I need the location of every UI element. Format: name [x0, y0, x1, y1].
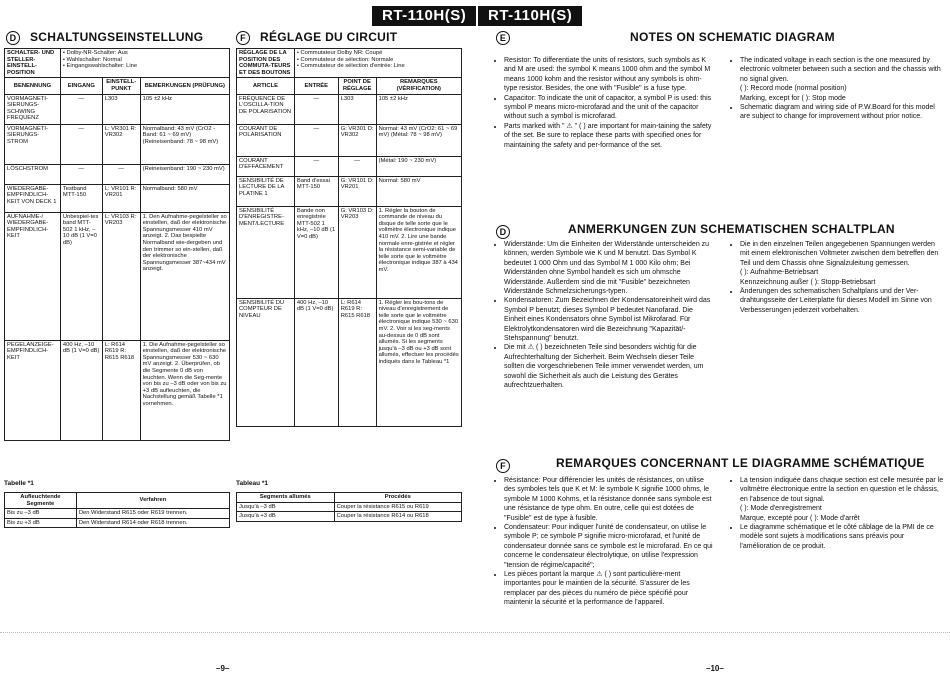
switch-position-values: • Dolby-NR-Schalter: Aus • Wahlschalter: Normal • Eingangswahlschalter: Line	[60, 49, 229, 78]
list-item: • Die mit ⚠ ( ) bezeichneten Teile sind besonders wichtig für die Aufrechterhaltung der Sicherheit. Beim Wechseln dieser Teile sollten die vorgeschriebenen Teile immer verwendet werden, um sowohl die Sicherheit als auch die Leistung des Gerätes aufrechtzuerhalten.	[504, 343, 714, 390]
english-notes-title: NOTES ON SCHEMATIC DIAGRAM	[630, 30, 835, 44]
table-row: COURANT D'EFFACEMENT — — (Métal: 190 ~ 230 mV)	[237, 156, 462, 176]
german-settings-table	[4, 48, 230, 441]
list-item: ( ): Mode d'enregistrement	[740, 505, 822, 513]
list-item: • Le diagramme schématique et le côté câblage de la PMI de ce modèle sont sujets à modifications sans préavis pour l'amélioration de ce produit.	[740, 523, 946, 551]
table1-caption: Tableau *1	[236, 480, 269, 487]
list-item: • Kondensatoren: Zum Bezeichnen der Kondensatoreinheit wird das Symbol P benutzt; dieses Symbol P bedeutet Nanofarad. Die Einheit eines Kondensators ohne Symbol ist Mikrofarad. Für Elektrolytkondensatoren wird die Bezeichnung "Kapazität/-Stehspannung" benutzt.	[504, 296, 714, 343]
french-notes-left	[494, 476, 714, 608]
german-settings-heading	[6, 30, 203, 45]
model-label-right: RT-110H(S)	[478, 6, 582, 26]
table1-caption: Tabelle *1	[4, 480, 34, 487]
list-item: • Résistance: Pour différencier les unités de résistances, on utilise des symboles tels que K et M: le symbole K signifie 1000 ohms, le symbole M 1000 Kohms, et la résistance donnée sans symbole est une résistance de type ohm. En outre, celle qui est dotées de "Fusible" est de type à fusible.	[504, 476, 714, 523]
table-row: VORMAGNETI-SIERUNGS-SCHWING FREQUENZ — L303 105 ±2 kHz	[5, 94, 230, 124]
table-row: Bis zu +3 dB Den Widerstand R614 oder R618 trennen.	[5, 518, 230, 528]
table-row: SENSIBILITÉ DU COMPTEUR DE NIVEAU 400 Hz, –10 dB (1 V=0 dB) L: R614 R619 R: R615 R618 1. Régler les bou-tons de niveau d'enregistrement de telle sorte que le voltmètre électronique indique 530 ~ 630 mV. 2. Voir si les seg-ments au-dessus de 0 dB sont allumés. Si les segments jusqu'à –3 dB ou +3 dB sont allumés, effectuer les procédés indiqués dans le Tableau *1	[237, 298, 462, 426]
page-number-right: –10–	[706, 664, 724, 673]
german-table1: Aufleuchtende Segmente Verfahren Bis zu –3 dB Den Widerstand R615 oder R619 trennen. Bis zu +3 dB Den Widerstand R614 oder R618 trennen.	[4, 492, 230, 528]
german-notes-right	[730, 240, 946, 315]
german-notes-title: ANMERKUNGEN ZUN SCHEMATISCHEN SCHALTPLAN	[568, 222, 895, 236]
list-item: • Die in den einzelnen Teilen angegebenen Spannungen werden mit einem elektronischen Voltmeter zwischen dem betreffen den Teil und dem Chassis ohne Signalzuleitung gemessen.	[740, 240, 946, 268]
list-item: • Widerstände: Um die Einheiten der Widerstände unterscheiden zu können, werden Symbole wie K und M benutzt. Das Symbol K bedeutet 1 000 Ohm und das Symbol M 1 000 Kilo ohm; Bei Widerständen ohne Symbol handelt es sich um ohmsche Widerstände. Außerdem sind die mit "Fusible" bezeichneten Widerstände Schmelzsicherungs-typen.	[504, 240, 714, 296]
model-label-left: RT-110H(S)	[372, 6, 476, 26]
section-title: SCHALTUNGSEINSTELLUNG	[30, 30, 204, 44]
table-row: AUFNAHME-/ WIEDERGABE-EMPFINDLICH-KEIT Unbespiel-tes band MTT-502 1 kHz, –10 dB (1 V=0 dB) L: VR103 R: VR203 1. Den Aufnahme-pegelsteller so einstellen, daß der elektronische Spannungsmesser 410 mV anzeigt. 2. Das bespielte Normalband wie-dergeben und den trimmer so ein-stellen, daß der elektronische Spannungsmesser 387~434 mV anzeigt.	[5, 212, 230, 340]
list-item: • Les pièces portant la marque ⚠ ( ) sont particulière-ment importantes pour le maintien de la sécurité. S'assurer de les remplacer par des pièces du numéro de pièce spécifié pour maintenir la sécurité et la performance de l'appareil.	[504, 570, 714, 608]
french-notes-title: REMARQUES CONCERNANT LE DIAGRAMME SCHÉMATIQUE	[556, 456, 925, 470]
list-item: • Capacitor: To indicate the unit of capacitor, a symbol P is used: this symbol P means micro-microfarad and the unit of the capacitor without such a symbol is microfarad.	[504, 94, 714, 122]
list-item: Marque, excepté pour ( ): Mode d'arrêt	[740, 514, 860, 522]
table-header-row: ARTICLE ENTRÉE POINT DE RÉGLAGE REMARQUES (VÉRIFICATION)	[237, 78, 462, 94]
switch-position-values: • Commutateur Dolby NR: Coupé • Commutateur de sélection: Normale • Commutateur de sélection d'entrée: Line	[294, 49, 461, 78]
table-row: SENSIBILITÉ DE LECTURE DE LA PLATINE 1 Band d'essai MTT-150 G: VR101 D: VR201 Normal: 580 mV	[237, 176, 462, 206]
table-row: SENSIBILITÉ D'ENREGISTRE-MENT/LECTURE Bande non enregistrée MTT-502 1 kHz, –10 dB (1 V=0 dB) G: VR103 D: VR203 1. Régler la bouton de commande de niveau du disque de telle sorte que le voltmètre électronique indique 410 mV. 2. Lire une bande normale enre-gistrée et régler la résistance semi-variable de telle sorte que le voltmètre électronique indique 387 à 434 mV.	[237, 206, 462, 298]
table-row: FRÉQUENCE DE L'OSCILLA-TION DE POLARISATION — L303 105 ±2 kHz	[237, 94, 462, 124]
french-table1: Segments allumés Procédés Jusqu'à –3 dB Couper la résistance R615 ou R619 Jusqu'à +3 dB Couper la résistance R614 ou R618	[236, 492, 462, 522]
french-settings-table	[236, 48, 462, 427]
list-item: • The indicated voltage in each section is the one measured by electronic voltmeter between such a section and the chassis with no signal given.	[740, 56, 946, 84]
table-row: COURANT DE POLARISATION — G: VR301 D: VR302 Normal: 43 mV (CrO2: 61 ~ 69 mV) (Métal: 78 ~ 98 mV)	[237, 124, 462, 156]
french-notes-right	[730, 476, 946, 551]
section-letter-badge: D	[6, 31, 20, 45]
english-notes-badge: E	[496, 30, 520, 45]
list-item: ( ): Record mode (normal position)	[740, 85, 847, 93]
table-row: Jusqu'à –3 dB Couper la résistance R615 ou R619	[237, 502, 462, 512]
list-item: • Parts marked with " ⚠ " ( ) are important for main-taining the safety of the set. Be sure to replace these parts with specified ones for maintaining the safety and per-formance of the set.	[504, 122, 714, 150]
english-notes-right	[730, 56, 946, 122]
list-item: • La tension indiquée dans chaque section est celle mesurée par le voltmètre électronique entre la section en question et le châssis, en l'absence de tout signal.	[740, 476, 946, 504]
list-item: Kennzeichnung außer ( ): Stopp-Betriebsart	[740, 278, 876, 286]
table-row: Bis zu –3 dB Den Widerstand R615 oder R619 trennen.	[5, 509, 230, 519]
english-notes-left	[494, 56, 714, 150]
table-row: Jusqu'à +3 dB Couper la résistance R614 ou R618	[237, 512, 462, 522]
table-row: VORMAGNETI-SIERUNGS-STROM — L: VR301 R: VR302 Normalband: 43 mV (CrO2 -Band: 61 ~ 69 mV) (Reineisenband: 78 ~ 98 mV)	[5, 124, 230, 164]
switch-position-label: SCHALTER- UND STELLER-EINSTELL-POSITION	[5, 49, 61, 78]
french-settings-heading	[236, 30, 397, 45]
list-item: Marking, except for ( ): Stop mode	[740, 94, 846, 102]
switch-position-label: RÉGLAGE DE LA POSITION DES COMMUTA-TEURS ET DES BOUTONS	[237, 49, 295, 78]
list-item: • Schematic diagram and wiring side of P.W.Board for this model are subject to change for improvement without prior notice.	[740, 103, 946, 122]
section-title: RÉGLAGE DU CIRCUIT	[260, 30, 398, 44]
table-row: WIEDERGABE-EMPFINDLICH-KEIT VON DECK 1 Testband MTT-150 L: VR101 R: VR201 Normalband: 580 mV	[5, 184, 230, 212]
german-notes-left	[494, 240, 714, 391]
list-item: • Änderungen des schematischen Schaltplans und der Ver-drahtungsseite der Leiterplatte für dieses Modell im Sinne von Verbesserungen jederzeit vorbehalten.	[740, 287, 946, 315]
table-row: LÖSCHSTROM — — (Reineisenband: 190 ~ 230 mV)	[5, 164, 230, 184]
table-header-row: BENENNUNG EINGANG EINSTELL-PUNKT BEMERKUNGEN (PRÜFUNG)	[5, 78, 230, 94]
page-divider	[0, 632, 950, 633]
list-item: • Resistor: To differentiate the units of resistors, such symbols as K and M are used: the symbol K means 1000 ohm and the symbol M means 1000 kohm and the resistor without any symbols is ohm-type resistor. Besides, the one with "Fusible" is a fuse type.	[504, 56, 714, 94]
table-row: PEGELANZEIGE-EMPFINDLICH-KEIT 400 Hz, –10 dB (1 V=0 dB) L: R614 R619 R: R615 R618 1. Die Aufnahme-pegelsteller so einstellen, daß der elektronische Spannungsmesser 530 ~ 630 mV anzeigt. 2. Überprüfen, ob die Segmente 0 dB von leuchten. Wenn die Seg-mente von bis zu –3 dB oder von bis zu +3 dB aufleuchten, die Nachstellung gemäß Tabelle *1 vornehmen.	[5, 340, 230, 440]
french-notes-badge: F	[496, 458, 520, 473]
list-item: ( ): Aufnahme-Betriebsart	[740, 269, 819, 277]
german-notes-badge: D	[496, 224, 520, 239]
section-letter-badge: F	[236, 31, 250, 45]
page-number-left: –9–	[216, 664, 230, 673]
list-item: • Condensateur: Pour indiquer l'unité de condensateur, on utilise le symbole P; ce symbole P signifie micro-microfarad, et l'unité de condensateur donnée sans ce symbole est le microfarad. En ce qui concerne le condensateur électrolytique, on utilise l'expression "tension de régime/capacité";	[504, 523, 714, 570]
